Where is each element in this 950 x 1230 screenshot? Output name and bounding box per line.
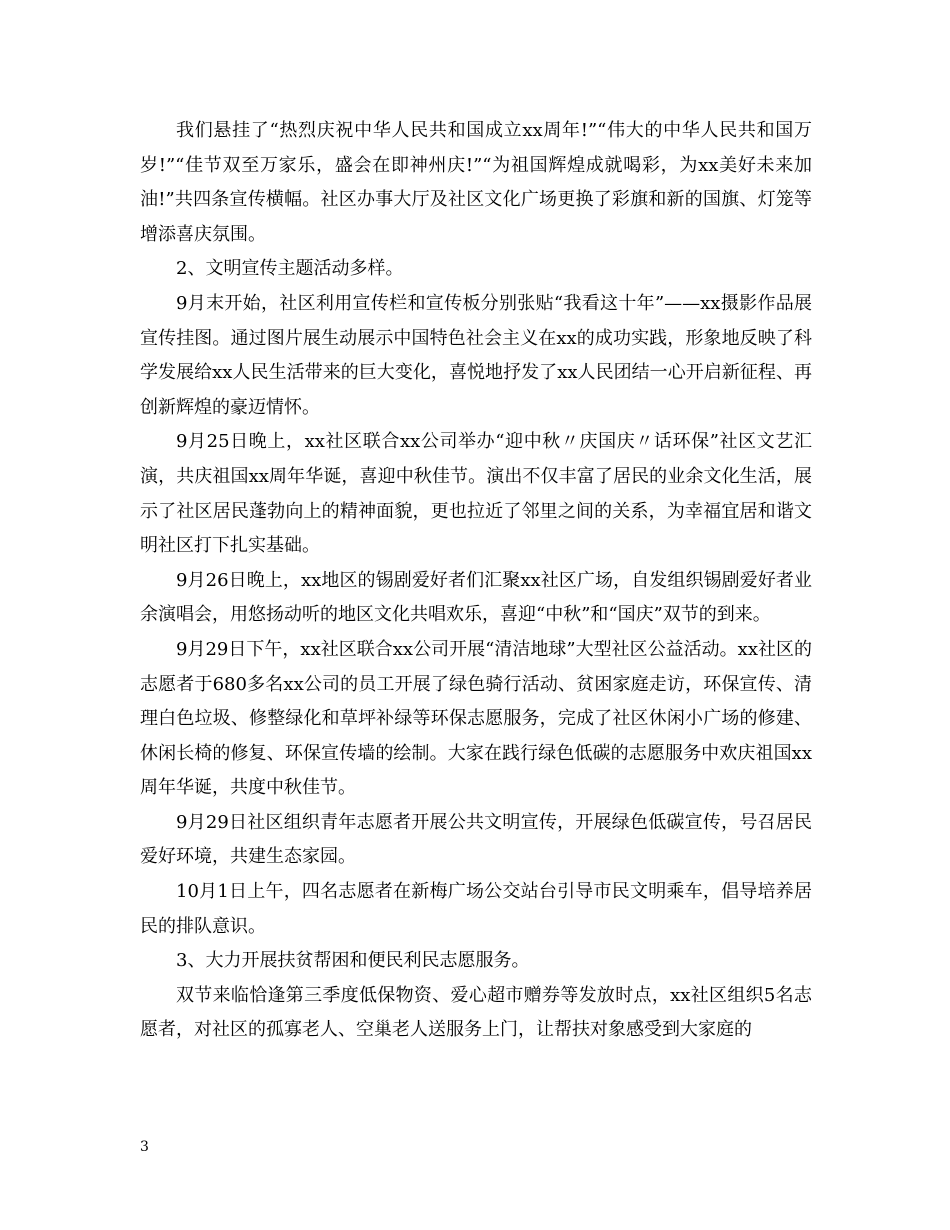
- paragraph-sept-26: 9月26日晚上，xx地区的锡剧爱好者们汇聚xx社区广场，自发组织锡剧爱好者业余演唱会，用悠扬动听的地区文化共唱欢乐，喜迎“中秋”和“国庆”双节的到来。: [140, 569, 812, 626]
- section-heading-2: 2、文明宣传主题活动多样。: [176, 258, 404, 280]
- paragraph-photo-exhibition: 9月末开始，社区利用宣传栏和宣传板分别张贴“我看这十年”——xx摄影作品展宣传挂图。通过图片展生动展示中国特色社会主义在xx的成功实践，形象地反映了科学发展给xx人民生活带来的巨大变化，喜悦地抒发了xx人民团结一心开启新征程、再创新辉煌的豪迈情怀。: [140, 292, 812, 418]
- paragraph-poverty-relief: 双节来临恰逢第三季度低保物资、爱心超市赠券等发放时点，xx社区组织5名志愿者，对社区的孤寡老人、空巢老人送服务上门，让帮扶对象感受到大家庭的: [140, 984, 812, 1041]
- paragraph-oct-1: 10月1日上午，四名志愿者在新梅广场公交站台引导市民文明乘车，倡导培养居民的排队意识。: [140, 881, 812, 937]
- paragraph-sept-25: 9月25日晚上，xx社区联合xx公司举办“迎中秋〃庆国庆〃话环保”社区文艺汇演，共庆祖国xx周年华诞，喜迎中秋佳节。演出不仅丰富了居民的业余文化生活，展示了社区居民蓬勃向上的精神面貌，更也拉近了邻里之间的关系，为幸福宜居和谐文明社区打下扎实基础。: [140, 431, 812, 557]
- section-heading-3: 3、大力开展扶贫帮困和便民利民志愿服务。: [176, 950, 530, 972]
- page-number: 3: [140, 1139, 149, 1155]
- paragraph-sept-29-afternoon: 9月29日下午，xx社区联合xx公司开展“清洁地球”大型社区公益活动。xx社区的志愿者于680多名xx公司的员工开展了绿色骑行活动、贫困家庭走访，环保宣传、清理白色垃圾、修整绿化和草坪补绿等环保志愿服务，完成了社区休闲小广场的修建、休闲长椅的修复、环保宣传墙的绘制。大家在践行绿色低碳的志愿服务中欢庆祖国xx周年华诞，共度中秋佳节。: [140, 638, 812, 799]
- paragraph-banners: 我们悬挂了“热烈庆祝中华人民共和国成立xx周年!”“伟大的中华人民共和国万岁!”“佳节双至万家乐，盛会在即神州庆!”“为祖国辉煌成就喝彩，为xx美好未来加油!”共四条宣传横幅。社区办事大厅及社区文化广场更换了彩旗和新的国旗、灯笼等增添喜庆氛围。: [140, 120, 812, 245]
- document-body: [140, 114, 812, 1048]
- paragraph-sept-29-youth: 9月29日社区组织青年志愿者开展公共文明宣传，开展绿色低碳宣传，号召居民爱好环境，共建生态家园。: [140, 811, 812, 868]
